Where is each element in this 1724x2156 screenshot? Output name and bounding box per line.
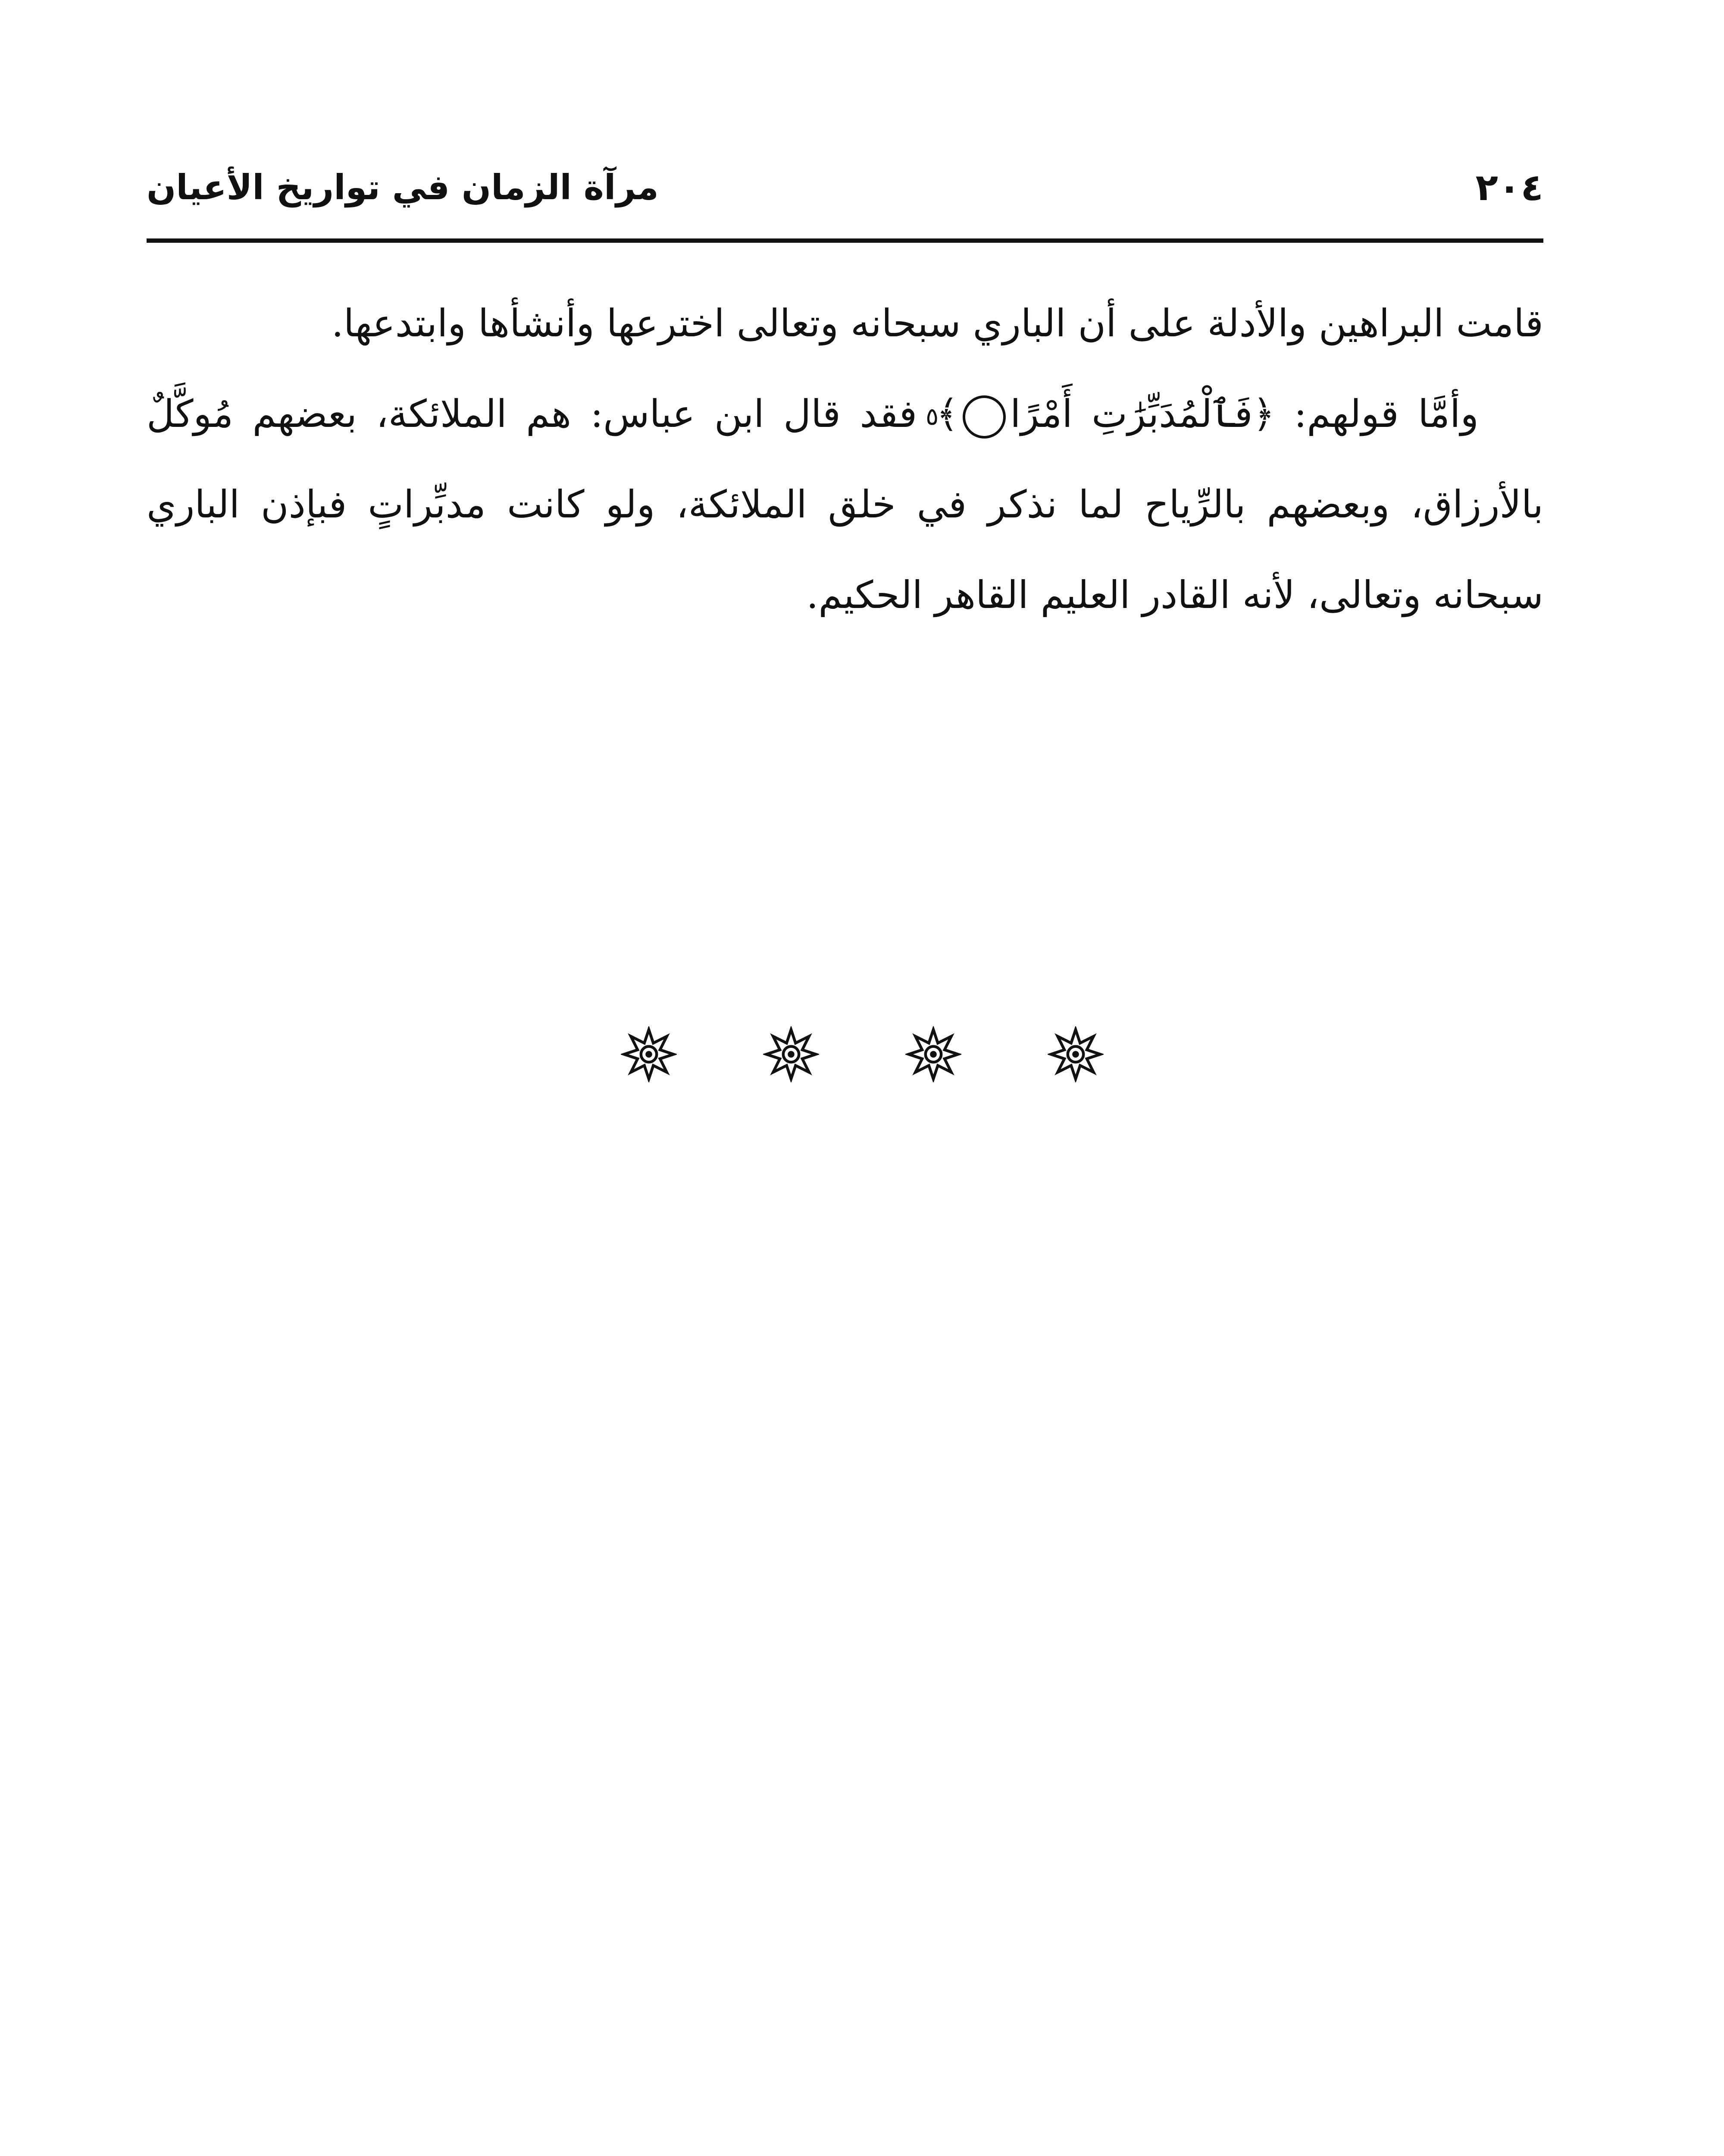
star-flower-ornament-icon (905, 1026, 961, 1082)
page-body (147, 278, 1543, 640)
paragraph-2-rest: فقد قال ابن عباس: هم الملائكة، بعضهم مُوكَّلٌ بالأرزاق، وبعضهم بالرِّياح لما نذكر في خلق الملائكة، ولو كانت مدبِّراتٍ فبإذن الباري سبحانه وتعالى، لأنه القادر العليم القاهر الحكيم. (147, 392, 1543, 617)
page-number: ٢٠٤ (1475, 166, 1543, 209)
ayah-number-marker: ٥ (963, 395, 1006, 439)
star-flower-ornament-icon (763, 1026, 819, 1082)
quran-quote-close: ﴾ (936, 392, 959, 436)
quran-quote-text: فَٱلْمُدَبِّرَٰتِ أَمْرًا (1010, 392, 1253, 436)
header-divider (147, 238, 1543, 243)
star-flower-ornament-icon (1048, 1026, 1104, 1082)
paragraph-2-lead: وأمَّا قولهم: (1294, 392, 1479, 436)
paragraph-2 (147, 369, 1543, 640)
section-end-ornaments (0, 1026, 1724, 1095)
running-header (147, 160, 1543, 224)
paragraph-1: قامت البراهين والأدلة على أن الباري سبحانه وتعالى اخترعها وأنشأها وابتدعها. (331, 301, 1543, 345)
star-flower-ornament-icon (621, 1026, 677, 1082)
book-title: مرآة الزمان في تواريخ الأعيان (147, 167, 659, 207)
quran-quote-open: ﴿ (1252, 392, 1275, 436)
